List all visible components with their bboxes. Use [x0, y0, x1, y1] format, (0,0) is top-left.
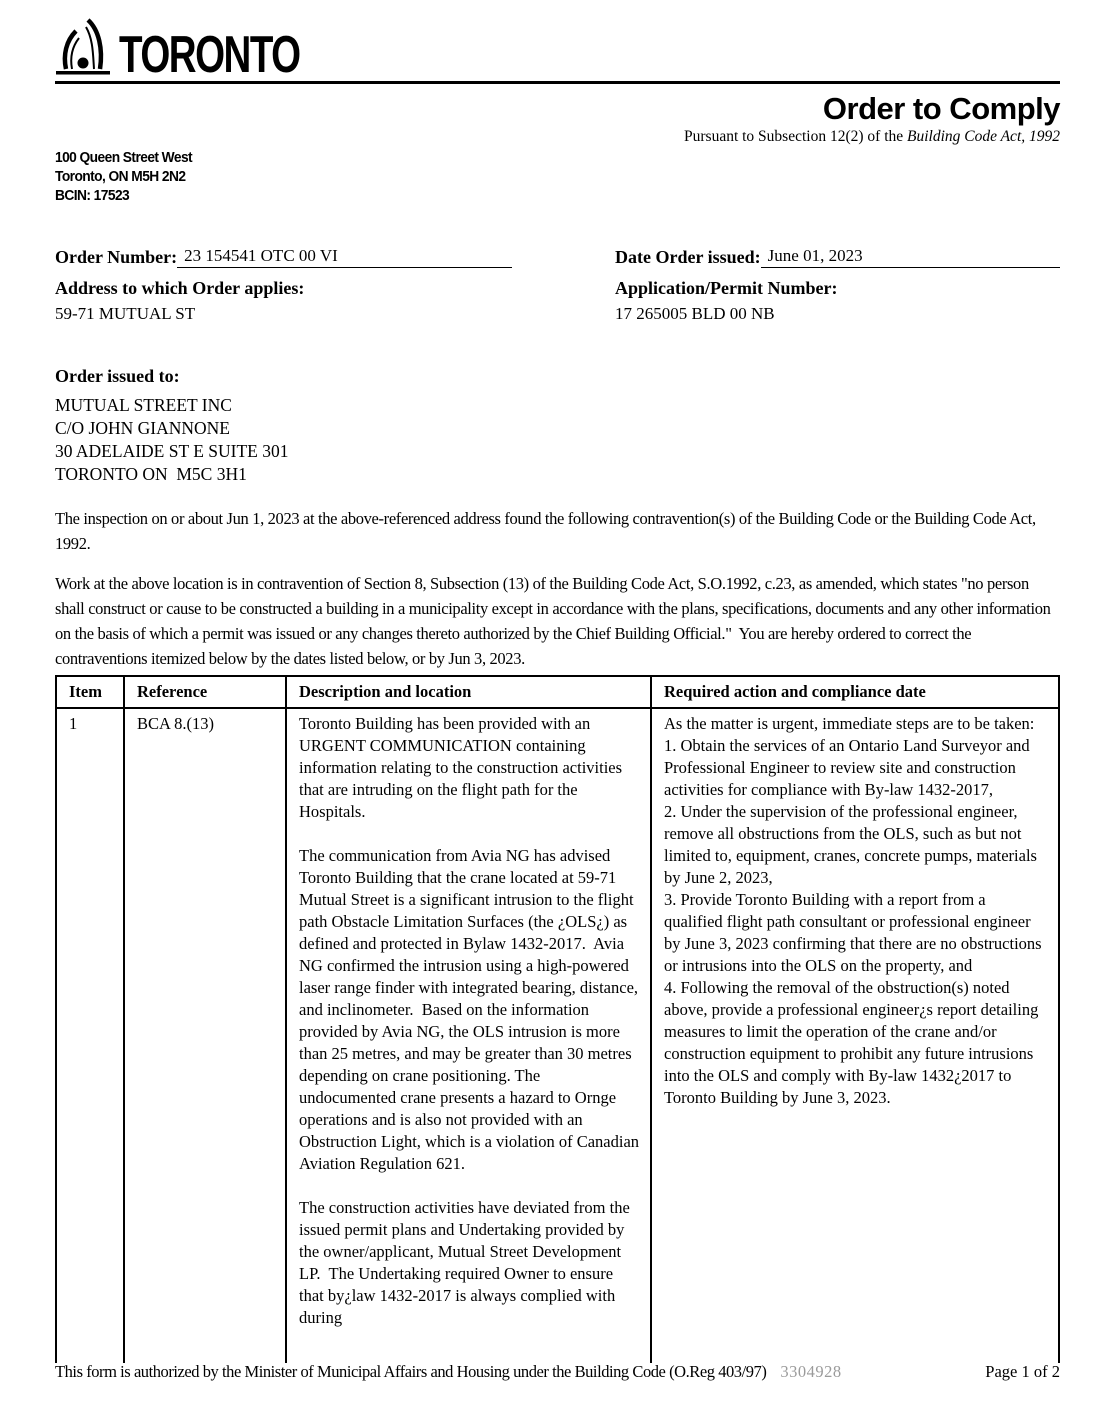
order-address-value: 59-71 MUTUAL ST: [55, 304, 196, 323]
permit-number-label: Application/Permit Number:: [615, 278, 838, 298]
required-action-line: 2. Under the supervision of the professional engineer, remove all obstructions from the OLS, such as but not limited to, equipment, cranes, concrete pumps, materials by June 2, 2023,: [664, 802, 1042, 887]
page-footer: [55, 1362, 1060, 1382]
inspection-paragraph: The inspection on or about Jun 1, 2023 at the above-referenced address found the following contravention(s) of the Building Code or the Building Code Act, 1992.: [55, 509, 1040, 553]
page-title: Order to Comply: [822, 91, 1060, 126]
order-address-label: Address to which Order applies:: [55, 278, 305, 298]
table-header-row: [56, 676, 1059, 708]
contraventions-table-wrap: [55, 675, 1060, 1363]
issued-to-address: [55, 394, 1060, 486]
office-address-line: Toronto, ON M5H 2N2: [55, 169, 186, 185]
contravention-row: [56, 708, 1059, 1363]
required-action-cell: [651, 708, 1059, 1363]
description-cell: [286, 708, 651, 1363]
title-block: [684, 92, 1060, 206]
description-paragraph: The communication from Avia NG has advised Toronto Building that the crane located at 59-71 Mutual Street is a significant intrusion to the flight path Obstacle Limitation Surfaces (the ¿OLS¿) as defined and protected in Bylaw 1432-2017. Avia NG confirmed the intrusion using a high-powered laser range finder with integrated bearing, distance, and inclinometer. Based on the information provided by Avia NG, the OLS intrusion is more than 25 metres, and may be greater than 30 metres depending on crane positioning. The undocumented crane presents a hazard to Ornge operations and is also not provided with an Obstruction Light, which is a violation of Canadian Aviation Regulation 621.: [299, 846, 643, 1173]
toronto-city-hall-logo-icon: [55, 16, 113, 78]
table-header-cell: Reference: [124, 676, 286, 708]
footer-page-number: Page 1 of 2: [985, 1362, 1060, 1381]
description-paragraph: The construction activities have deviated from the issued permit plans and Undertaking provided by the owner/applicant, Mutual Street Development LP. The Undertaking required Owner to ensure that by¿law 1432-2017 is always complied with during: [299, 1198, 634, 1327]
required-action-line: 1. Obtain the services of an Ontario Land Surveyor and Professional Engineer to review site and construction activities for compliance with By-law 1432-2017,: [664, 736, 1034, 799]
description-paragraph: Toronto Building has been provided with an URGENT COMMUNICATION containing information relating to the construction activities that are intruding on the flight path for the Hospitals.: [299, 714, 627, 821]
date-issued-label: Date Order issued:: [615, 247, 761, 267]
footer-authorization-text: [55, 1362, 842, 1382]
date-issued-field: [615, 246, 1060, 268]
header-logo-row: [55, 14, 1060, 84]
issued-to-address-line: TORONTO ON M5C 3H1: [55, 464, 247, 484]
reference-cell: BCA 8.(13): [124, 708, 286, 1363]
subtitle-prefix: Pursuant to Subsection 12(2) of the: [684, 128, 908, 145]
issued-to-address-line: C/O JOHN GIANNONE: [55, 418, 230, 438]
issued-to-heading: Order issued to:: [55, 366, 180, 386]
office-address-line: 100 Queen Street West: [55, 150, 193, 166]
required-action-line: 3. Provide Toronto Building with a report from a qualified flight path consultant or professional engineer by June 3, 2023 confirming that there are no obstructions or intrusions into the OLS on the property, and: [664, 890, 1046, 975]
subtitle-act-name: Building Code Act, 1992: [907, 128, 1060, 145]
footer-doc-number: 3304928: [780, 1362, 842, 1381]
page-subtitle: [684, 128, 1060, 146]
office-address-line: BCIN: 17523: [55, 188, 130, 204]
order-info-section: [55, 246, 1060, 324]
required-action-line: As the matter is urgent, immediate steps are to be taken:: [664, 714, 1035, 733]
table-header-cell: Item: [56, 676, 124, 708]
office-address: [55, 92, 192, 206]
logo-wordmark: TORONTO: [119, 26, 300, 84]
footer-authorization-label: This form is authorized by the Minister of Municipal Affairs and Housing under the Building Code (O.Reg 403/97): [55, 1362, 767, 1381]
item-cell: 1: [56, 708, 124, 1363]
issued-to-address-line: MUTUAL STREET INC: [55, 395, 232, 415]
contraventions-table: [55, 675, 1060, 1363]
table-header-cell: Required action and compliance date: [651, 676, 1059, 708]
table-header-cell: Description and location: [286, 676, 651, 708]
date-issued-value: June 01, 2023: [761, 246, 1060, 268]
issued-to-address-line: 30 ADELAIDE ST E SUITE 301: [55, 441, 289, 461]
order-number-value: 23 154541 OTC 00 VI: [177, 246, 512, 268]
required-action-line: 4. Following the removal of the obstruction(s) noted above, provide a professional engineer¿s report detailing measures to limit the operation of the crane and/or construction equipment to prohibit any future intrusions into the OLS and comply with By-law 1432¿2017 to Toronto Building by June 3, 2023.: [664, 978, 1043, 1107]
order-number-field: [55, 246, 590, 268]
permit-number-value: 17 265005 BLD 00 NB: [615, 304, 775, 323]
order-number-label: Order Number:: [55, 247, 178, 267]
contravention-paragraph: Work at the above location is in contravention of Section 8, Subsection (13) of the Building Code Act, S.O.1992, c.23, as amended, which states "no person shall construct or cause to be constructed a building in a municipality except in accordance with the plans, specifications, documents and any other information on the basis of which a permit was issued or any changes thereto authorized by the Chief Building Official." You are hereby ordered to correct the contraventions itemized below by the dates listed below, or by Jun 3, 2023.: [55, 574, 1055, 668]
